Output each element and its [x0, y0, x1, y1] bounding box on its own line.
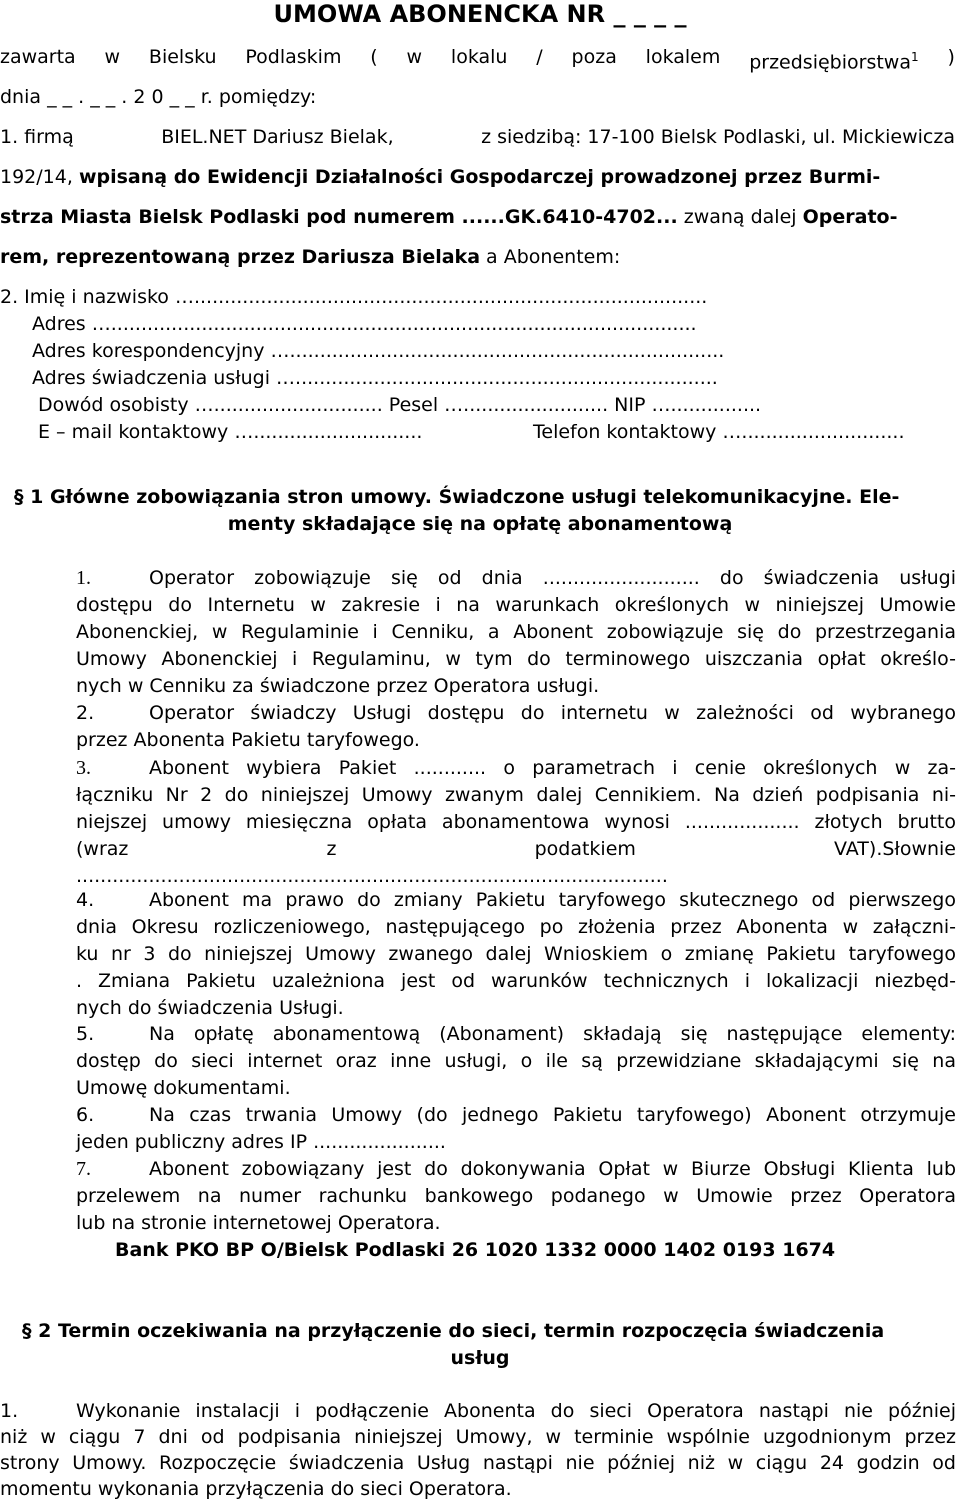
item-line: (wraz z podatkiem VAT).Słownie: [76, 838, 956, 860]
footnote-mark: 1: [910, 50, 919, 64]
party2-service-address: Adres świadczenia usługi …......................................................................: [32, 367, 718, 389]
party1-line-2: 192/14, wpisaną do Ewidencji Działalności Gospodarczej prowadzonej przez Burmi-: [0, 166, 881, 188]
item-line: . Zmiana Pakietu uzależniona jest od warunków technicznych i lokalizacji niezbęd-: [76, 970, 956, 992]
item-line: Umowę dokumentami.: [76, 1077, 291, 1099]
party2-corr-address: Adres korespondencyjny …........................................................................: [32, 340, 725, 362]
item-number: 7.: [76, 1158, 91, 1180]
item-line: Abonent zobowiązany jest do dokonywania Opłat w Biurze Obsługi Klienta lub: [149, 1158, 956, 1180]
item-line: nych w Cenniku za świadczone przez Operatora usługi.: [76, 675, 600, 697]
item-line: Operator świadczy Usługi dostępu do internetu w zależności od wybranego: [149, 702, 956, 724]
party2-address: Adres ….................................................................................................: [32, 313, 697, 335]
section1-heading: § 1 Główne zobowiązania stron umowy. Świadczone usługi telekomunikacyjne. Ele-: [14, 486, 900, 508]
section1-heading-line-2: menty składające się na opłatę abonamentową: [227, 513, 733, 535]
item-number: 6.: [76, 1104, 95, 1126]
item-number: 3.: [76, 757, 91, 779]
item-line: łączniku Nr 2 do niniejszej Umowy zwanym dalej Cennikiem. Na dzień podpisania ni-: [76, 784, 956, 806]
section2-p1-line-4: momentu wykonania przyłączenia do sieci Operatora.: [0, 1478, 512, 1500]
item-number: 2.: [76, 702, 95, 724]
section2-heading-line-2: usług: [450, 1347, 510, 1369]
party2-phone: Telefon kontaktowy …...........................: [533, 421, 905, 443]
party1-line-4: rem, reprezentowaną przez Dariusza Bielaka a Abonentem:: [0, 246, 621, 268]
section-sign-icon: §: [14, 486, 24, 508]
item-line: Abonenckiej, w Regulaminie i Cenniku, a Abonent zobowiązuje się do przestrzegania: [76, 621, 956, 643]
item-line: Na czas trwania Umowy (do jednego Pakietu taryfowego) Abonent otrzymuje: [149, 1104, 956, 1126]
item-line: dostępu do Internetu w zakresie i na warunkach określonych w niniejszej Umowie: [76, 594, 956, 616]
party2-id-line: Dowód osobisty …............................ Pesel …........................ NIP …...............: [38, 394, 762, 416]
intro-line-2: dnia _ _ . _ _ . 2 0 _ _ r. pomiędzy:: [0, 86, 317, 108]
contract-title: UMOWA ABONENCKA NR _ _ _ _: [273, 0, 687, 28]
item-line: niejszej umowy miesięczna opłata abonamentowa wynosi ................... złotych brutto: [76, 811, 956, 833]
section2-heading: § 2 Termin oczekiwania na przyłączenie do sieci, termin rozpoczęcia świadczenia: [22, 1320, 885, 1342]
bank-account: Bank PKO BP O/Bielsk Podlaski 26 1020 1332 0000 1402 0193 1674: [115, 1239, 836, 1261]
item-line: dostęp do sieci internet oraz inne usługi, o ile są przewidziane składającymi się na: [76, 1050, 956, 1072]
party1-line-1: 1. firmą BIEL.NET Dariusz Bielak, z siedzibą: 17-100 Bielsk Podlaski, ul. Mickiewicza: [0, 126, 955, 148]
item-line: Operator zobowiązuje się od dnia .......................... do świadczenia usługi: [149, 567, 956, 589]
item-line: dnia Okresu rozliczeniowego, następującego po złożenia przez Abonenta w załączni-: [76, 916, 956, 938]
item-line: nych do świadczenia Usługi.: [76, 997, 344, 1019]
item-line: przelewem na numer rachunku bankowego podanego w Umowie przez Operatora: [76, 1185, 956, 1207]
party2-name: 2. Imię i nazwisko ….....................................................................................: [0, 286, 708, 308]
intro-line-1: zawarta w Bielsku Podlaskim ( w lokalu / poza lokalem przedsiębiorstwa$^1$ ): [0, 46, 955, 74]
section-sign-icon: §: [22, 1320, 32, 1342]
section2-p1-num: 1.: [0, 1400, 19, 1422]
item-line: Na opłatę abonamentową (Abonament) składają się następujące elementy:: [149, 1023, 956, 1045]
item-number: 1.: [76, 567, 91, 589]
section2-p1-line-1: Wykonanie instalacji i podłączenie Abonenta do sieci Operatora nastąpi nie później: [76, 1400, 956, 1422]
section2-p1-line-3: strony Umowy. Rozpoczęcie świadczenia Usług nastąpi nie później niż w ciągu 24 godzin od: [0, 1452, 956, 1474]
party2-email: E – mail kontaktowy …............................: [38, 421, 423, 443]
item-line: Abonent ma prawo do zmiany Pakietu taryfowego skutecznego od pierwszego: [149, 889, 956, 911]
item-line: jeden publiczny adres IP ......................: [76, 1131, 446, 1153]
item-line: ku nr 3 do niniejszej Umowy zwanego dalej Wnioskiem o zmianę Pakietu taryfowego: [76, 943, 956, 965]
item-line: lub na stronie internetowej Operatora.: [76, 1212, 441, 1234]
item-line: Umowy Abonenckiej i Regulaminu, w tym do terminowego uiszczania opłat określo-: [76, 648, 956, 670]
item-line: przez Abonenta Pakietu taryfowego.: [76, 729, 420, 751]
section2-p1-line-2: niż w ciągu 7 dni od podpisania niniejszej Umowy, w terminie wspólnie uzgodnionym przez: [0, 1426, 956, 1448]
item-line: Abonent wybiera Pakiet ............ o parametrach i cenie określonych w za-: [149, 757, 956, 779]
party1-line-3: strza Miasta Bielsk Podlaski pod numerem ......GK.6410-4702... zwaną dalej Operato-: [0, 206, 898, 228]
item-number: 5.: [76, 1023, 95, 1045]
item-line: ..................................................................................................: [76, 865, 668, 887]
item-number: 4.: [76, 889, 95, 911]
